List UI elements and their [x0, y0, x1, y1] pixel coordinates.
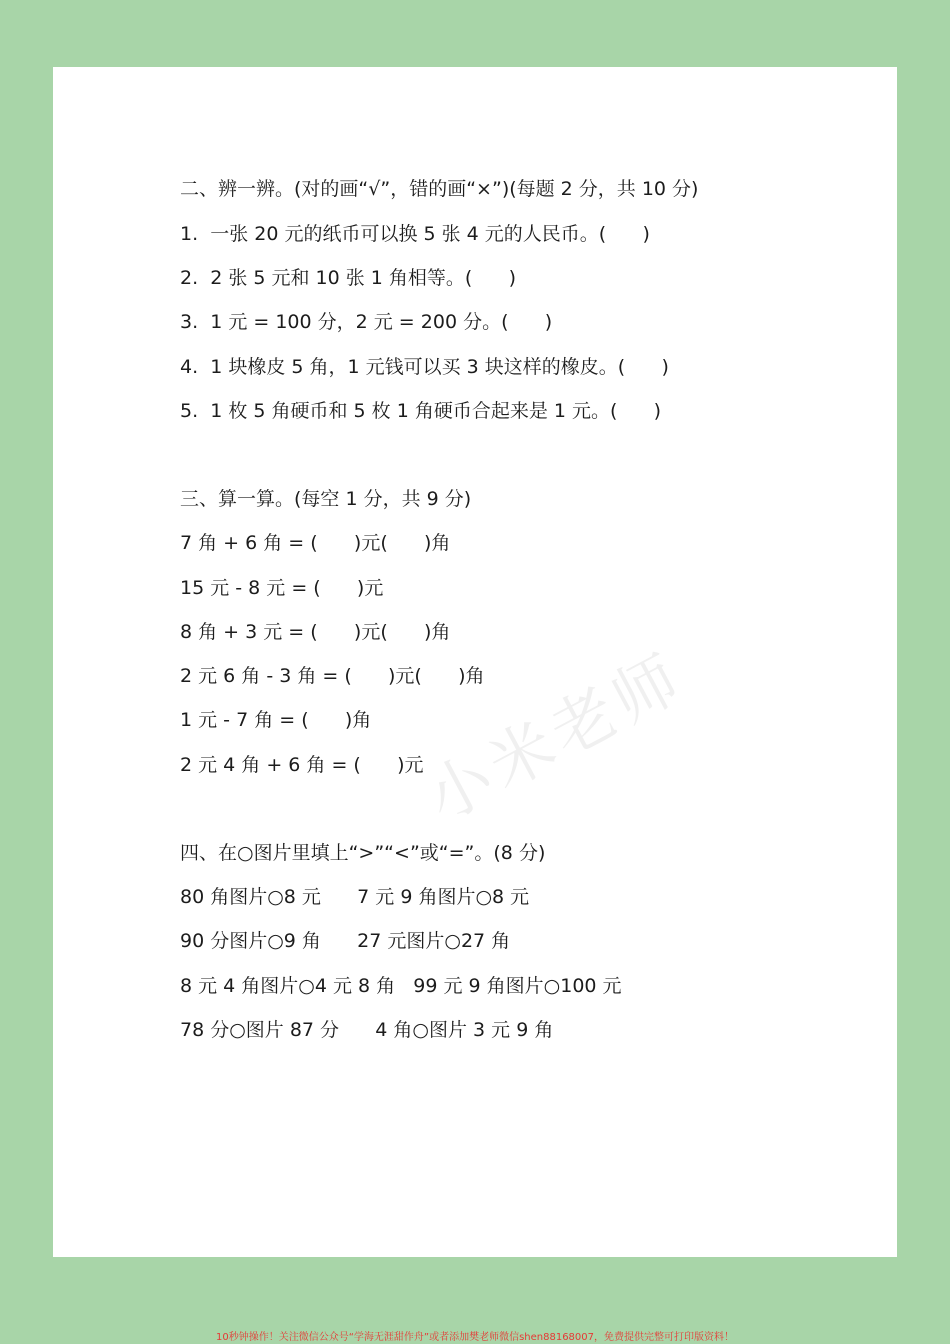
- section3-item-1: 7 角 + 6 角 = ( )元( )角: [180, 532, 451, 554]
- section4-heading: 四、在○图片里填上“>”“<”或“=”。(8 分): [180, 842, 546, 864]
- section3-heading: 三、算一算。(每空 1 分，共 9 分): [180, 488, 472, 510]
- section2-item-4: 4. 1 块橡皮 5 角，1 元钱可以买 3 块这样的橡皮。( ): [180, 356, 669, 378]
- section3-item-3: 8 角 + 3 元 = ( )元( )角: [180, 621, 451, 643]
- section3-item-6: 2 元 4 角 + 6 角 = ( )元: [180, 754, 424, 776]
- section2-item-3: 3. 1 元 = 100 分，2 元 = 200 分。( ): [180, 311, 553, 333]
- section3-item-5: 1 元 - 7 角 = ( )角: [180, 709, 372, 731]
- section3-item-2: 15 元 - 8 元 = ( )元: [180, 577, 384, 599]
- footer-notice: 10秒钟操作！关注微信公众号“学海无涯甜作舟”或者添加樊老师微信shen88168007，免费提供完整可打印版资料！: [215, 1332, 735, 1343]
- section4-item-4: 78 分○图片 87 分 4 角○图片 3 元 9 角: [180, 1019, 554, 1041]
- section3-item-4: 2 元 6 角 - 3 角 = ( )元( )角: [180, 665, 485, 687]
- section2-item-2: 2. 2 张 5 元和 10 张 1 角相等。( ): [180, 267, 516, 289]
- section4-item-3: 8 元 4 角图片○4 元 8 角 99 元 9 角图片○100 元: [180, 975, 622, 997]
- section2-heading: 二、辨一辨。(对的画“√”，错的画“×”)(每题 2 分，共 10 分): [180, 178, 699, 200]
- section4-item-2: 90 分图片○9 角 27 元图片○27 角: [180, 930, 511, 952]
- watermark: 小米老师: [414, 639, 697, 837]
- section4-item-1: 80 角图片○8 元 7 元 9 角图片○8 元: [180, 886, 530, 908]
- section2-item-1: 1. 一张 20 元的纸币可以换 5 张 4 元的人民币。( ): [180, 223, 650, 245]
- worksheet-page: [53, 67, 897, 1257]
- section2-item-5: 5. 1 枚 5 角硬币和 5 枚 1 角硬币合起来是 1 元。( ): [180, 400, 662, 422]
